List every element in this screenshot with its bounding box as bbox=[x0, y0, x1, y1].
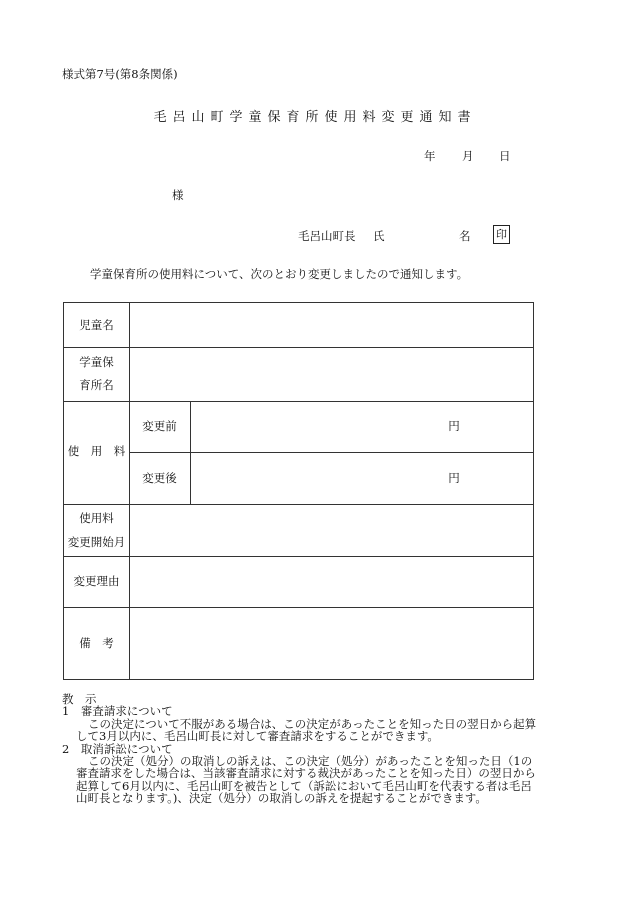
yen-before: 円 bbox=[448, 419, 460, 433]
fee-before-label: 変更前 bbox=[142, 419, 177, 433]
seal-box: 印 bbox=[493, 225, 510, 244]
date-month-label: 月 bbox=[462, 149, 474, 163]
instructions bbox=[62, 693, 562, 805]
document-title: 毛呂山町学童保育所使用料変更通知書 bbox=[153, 110, 477, 125]
issuer-title: 毛呂山町長 bbox=[298, 229, 356, 243]
fee-label: 使 用 料 bbox=[67, 444, 126, 458]
instruction-2-line: 審査請求をした場合は、当該審査請求に対する裁決があったことを知った日）の翌日から bbox=[76, 766, 536, 781]
instruction-1-line: して3月以内に、毛呂山町長に対して審査請求をすることができます。 bbox=[76, 729, 439, 744]
form-number: 様式第7号(第8条関係) bbox=[62, 67, 178, 81]
instruction-2-line: 起算して6月以内に、毛呂山町を被告として（訴訟において毛呂山町を代表する者は毛呂 bbox=[76, 778, 532, 793]
row-divider bbox=[64, 556, 533, 557]
instruction-1-title: 1 審査請求について bbox=[62, 704, 173, 719]
column-divider bbox=[129, 303, 130, 679]
name-label-first: 氏 bbox=[373, 229, 385, 243]
instruction-2-title: 2 取消訴訟について bbox=[62, 741, 173, 756]
date-year-label: 年 bbox=[424, 149, 436, 163]
facility-label-line1: 学童保 bbox=[79, 355, 114, 369]
reason-label: 変更理由 bbox=[73, 574, 120, 588]
row-divider bbox=[64, 347, 533, 348]
recipient-honorific: 様 bbox=[172, 188, 184, 202]
fee-after-label: 変更後 bbox=[142, 471, 177, 485]
date-day-label: 日 bbox=[499, 149, 511, 163]
instruction-2-line: 山町長となります。)、決定（処分）の取消しの訴えを提起することができます。 bbox=[76, 791, 487, 806]
instructions-heading: 教 示 bbox=[62, 692, 97, 706]
child-name-label: 児童名 bbox=[79, 318, 114, 332]
row-divider bbox=[64, 401, 533, 402]
start-month-label-line2: 変更開始月 bbox=[67, 535, 126, 549]
instruction-2-line: この決定（処分）の取消しの訴えは、この決定（処分）があったことを知った日（1の bbox=[88, 754, 533, 769]
remarks-label: 備 考 bbox=[79, 636, 114, 650]
instruction-1-line: この決定について不服がある場合は、この決定があったことを知った日の翌日から起算 bbox=[88, 716, 537, 731]
row-divider bbox=[64, 504, 533, 505]
start-month-label-line1: 使用料 bbox=[79, 511, 114, 525]
yen-after: 円 bbox=[448, 471, 460, 485]
intro-text: 学童保育所の使用料について、次のとおり変更しましたので通知します。 bbox=[90, 267, 469, 281]
fee-change-table bbox=[63, 302, 534, 680]
column-divider bbox=[190, 401, 191, 504]
row-divider bbox=[64, 607, 533, 608]
facility-label-line2: 育所名 bbox=[79, 378, 114, 392]
name-label-second: 名 bbox=[459, 229, 471, 243]
